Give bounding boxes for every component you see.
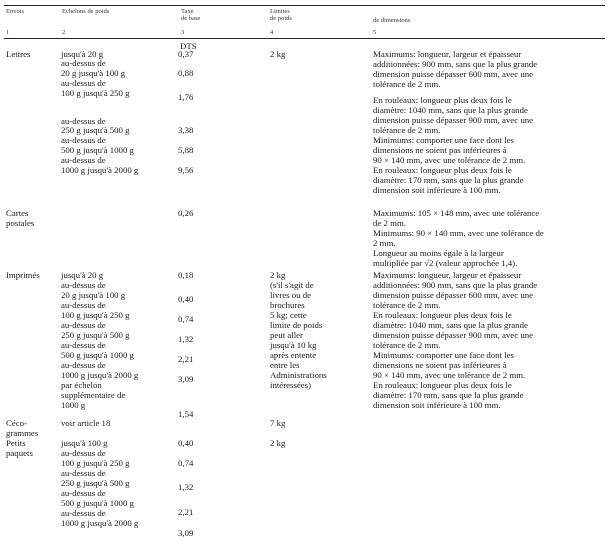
lettres-dimensions bbox=[373, 49, 537, 195]
tier-line: jusqu'à 20 g bbox=[61, 270, 104, 280]
cecogrammes-note: voir article 18 bbox=[61, 418, 111, 428]
dim-line: dimensions ne soient pas inférieures à bbox=[373, 145, 507, 155]
dim-line: dimension puisse dépasser 900 mm, avec une bbox=[373, 115, 534, 125]
dim-line: tolérance de 2 mm. bbox=[373, 300, 441, 310]
category-imprimes: Imprimés bbox=[6, 270, 40, 280]
dim-line: multipliée par √2 (valeur approchée 1,4). bbox=[373, 258, 518, 268]
tier-line: 20 g jusqu'à 100 g bbox=[61, 68, 126, 78]
dim-line: Minimums: 90 × 140 mm, avec une tolérance de bbox=[373, 228, 544, 238]
dim-line: Maximums: 105 × 148 mm, avec une tolérance bbox=[373, 208, 540, 218]
category-cecogrammes-l1: Céco- bbox=[6, 418, 28, 428]
col1-title: Envois bbox=[6, 8, 25, 15]
limit-line: jusqu'à 10 kg bbox=[270, 340, 317, 350]
dim-line: dimension puisse dépasser 600 mm, avec une bbox=[373, 69, 534, 79]
limit-line: limite de poids bbox=[270, 320, 323, 330]
tier-line: au-dessus de bbox=[61, 78, 106, 88]
limit-line: 5 kg; cette bbox=[270, 310, 307, 320]
tax-value: 3,09 bbox=[178, 374, 194, 384]
dim-line: En rouleaux: longueur plus deux fois le bbox=[373, 95, 512, 105]
tax-value: 1,32 bbox=[178, 482, 194, 492]
col3-number: 3 bbox=[181, 29, 185, 36]
dim-line: Minimums: comporter une face dont les bbox=[373, 135, 514, 145]
tier-line: au-dessus de bbox=[61, 280, 106, 290]
category-lettres: Lettres bbox=[6, 49, 31, 59]
tier-line: au-dessus de bbox=[61, 116, 106, 126]
tax-value: 2,21 bbox=[178, 507, 194, 517]
category-petits-paquets-l1: Petits bbox=[6, 438, 26, 448]
dim-line: dimension puisse dépasser 900 mm, avec une bbox=[373, 330, 534, 340]
cartes-dimensions bbox=[373, 208, 544, 268]
dim-line: dimension soit inférieure à 100 mm. bbox=[373, 400, 501, 410]
tier-line: 100 g jusqu'à 250 g bbox=[61, 88, 130, 98]
category-cartes-l1: Cartes bbox=[6, 208, 29, 218]
limit-line: 2 kg bbox=[270, 270, 286, 280]
col2-title: Echelons de poids bbox=[62, 8, 110, 15]
tax-value: 5,88 bbox=[178, 145, 194, 155]
dim-line: diamètre: 1040 mm, sans que la plus grande bbox=[373, 320, 528, 330]
top-rule bbox=[4, 5, 605, 6]
dim-line: additionnées: 900 mm, sans que la plus grande bbox=[373, 59, 538, 69]
col3-title-l2: de base bbox=[181, 15, 201, 22]
tax-value: 0,37 bbox=[178, 49, 194, 59]
dim-line: Maximums: longueur, largeur et épaisseur bbox=[373, 270, 522, 280]
tier-line: 100 g jusqu'à 250 g bbox=[61, 458, 130, 468]
header-rule bbox=[4, 38, 605, 39]
tier-line: au-dessus de bbox=[61, 508, 106, 518]
tier-line: 20 g jusqu'à 100 g bbox=[61, 290, 126, 300]
tax-value: 0,40 bbox=[178, 438, 194, 448]
limit-line: Administrations bbox=[270, 370, 327, 380]
tier-line: au-dessus de bbox=[61, 340, 106, 350]
cartes-tax: 0,26 bbox=[178, 208, 194, 218]
tax-value: 0,18 bbox=[178, 270, 194, 280]
dim-line: En rouleaux: longueur plus deux fois le bbox=[373, 165, 512, 175]
dim-line: 90 × 140 mm, avec une tolérance de 2 mm. bbox=[373, 370, 526, 380]
tier-line: 100 g jusqu'à 250 g bbox=[61, 310, 130, 320]
tax-value: 0,88 bbox=[178, 68, 194, 78]
imprimes-dimensions bbox=[373, 270, 537, 410]
dim-line: 90 × 140 mm, avec une tolérance de 2 mm. bbox=[373, 155, 526, 165]
cecogrammes-limit: 7 kg bbox=[270, 418, 286, 428]
tier-line: au-dessus de bbox=[61, 360, 106, 370]
dim-line: En rouleaux: longueur plus deux fois le bbox=[373, 380, 512, 390]
col2-number: 2 bbox=[62, 29, 66, 36]
dim-line: dimension soit inférieure à 100 mm. bbox=[373, 185, 501, 195]
tier-line: 500 g jusqu'à 1000 g bbox=[61, 350, 134, 360]
category-cartes-l2: postales bbox=[6, 218, 35, 228]
tier-line: au-dessus de bbox=[61, 300, 106, 310]
col5-title: de dimensions bbox=[373, 17, 411, 24]
tax-value: 0,74 bbox=[178, 458, 194, 468]
tier-line: 1000 g jusqu'à 2000 g bbox=[61, 370, 139, 380]
col4-number: 4 bbox=[270, 29, 274, 36]
tier-line: 250 g jusqu'à 500 g bbox=[61, 330, 130, 340]
dim-line: tolérance de 2 mm. bbox=[373, 79, 441, 89]
tier-line: au-dessus de bbox=[61, 468, 106, 478]
tax-value: 1,54 bbox=[178, 409, 194, 419]
tier-line: au-dessus de bbox=[61, 135, 106, 145]
col3-title-l1: Taxe bbox=[181, 8, 194, 15]
currency-label: DTS bbox=[180, 41, 197, 51]
tier-line: 250 g jusqu'à 500 g bbox=[61, 125, 130, 135]
dim-line: tolérance de 2 mm. bbox=[373, 340, 441, 350]
tier-line: jusqu'à 20 g bbox=[61, 49, 104, 59]
tier-line: 1000 g bbox=[61, 400, 86, 410]
col4-title-l2: de poids bbox=[270, 15, 292, 22]
dim-line: Longueur au moins égale à la largeur bbox=[373, 248, 504, 258]
limit-line: brochures bbox=[270, 300, 305, 310]
dim-line: dimensions ne soient pas inférieures à bbox=[373, 360, 507, 370]
dim-line: Maximums: longueur, largeur et épaisseur bbox=[373, 49, 522, 59]
category-petits-paquets-l2: paquets bbox=[6, 448, 33, 458]
lettres-weight-limit: 2 kg bbox=[270, 49, 286, 59]
tax-value: 1,32 bbox=[178, 334, 194, 344]
dim-line: 2 mm. bbox=[373, 238, 396, 248]
limit-line: intéressées) bbox=[270, 380, 312, 390]
dim-line: diamètre: 170 mm, sans que la plus grande bbox=[373, 175, 524, 185]
dim-line: Minimums: comporter une face dont les bbox=[373, 350, 514, 360]
dim-line: additionnées: 900 mm, sans que la plus grande bbox=[373, 280, 538, 290]
dim-line: diamètre: 170 mm, sans que la plus grande bbox=[373, 390, 524, 400]
dim-line: tolérance de 2 mm. bbox=[373, 125, 441, 135]
tax-value: 1,76 bbox=[178, 92, 194, 102]
tier-line: 1000 g jusqu'à 2000 g bbox=[61, 165, 139, 175]
tax-value: 0,74 bbox=[178, 314, 194, 324]
col5-number: 5 bbox=[373, 29, 377, 36]
col4-title-l1: Limites bbox=[270, 8, 290, 15]
dim-line: En rouleaux: longueur plus deux fois le bbox=[373, 310, 512, 320]
dim-line: diamètre: 1040 mm, sans que la plus grande bbox=[373, 105, 528, 115]
petits-paquets-limit: 2 kg bbox=[270, 438, 286, 448]
category-cecogrammes-l2: grammes bbox=[6, 428, 39, 438]
tier-line: 500 g jusqu'à 1000 g bbox=[61, 145, 134, 155]
tax-value: 3,38 bbox=[178, 125, 194, 135]
tier-line: au-dessus de bbox=[61, 488, 106, 498]
tier-line: supplémentaire de bbox=[61, 390, 126, 400]
tier-line: au-dessus de bbox=[61, 320, 106, 330]
limit-line: (s'il s'agit de bbox=[270, 280, 314, 290]
limit-line: livres ou de bbox=[270, 290, 312, 300]
tier-line: au-dessus de bbox=[61, 155, 106, 165]
tax-value: 9,56 bbox=[178, 165, 194, 175]
dim-line: dimension puisse dépasser 600 mm, avec une bbox=[373, 290, 534, 300]
tax-value: 3,09 bbox=[178, 528, 194, 538]
tier-line: 500 g jusqu'à 1000 g bbox=[61, 498, 134, 508]
tier-line: au-dessus de bbox=[61, 58, 106, 68]
tax-value: 2,21 bbox=[178, 354, 194, 364]
limit-line: après entente bbox=[270, 350, 317, 360]
imprimes-weight-limits bbox=[270, 270, 327, 390]
limit-line: peut aller bbox=[270, 330, 303, 340]
tier-line: par échelon bbox=[61, 380, 102, 390]
tier-line: au-dessus de bbox=[61, 448, 106, 458]
tier-line: 1000 g jusqu'à 2000 g bbox=[61, 518, 139, 528]
dim-line: de 2 mm. bbox=[373, 218, 406, 228]
tier-line: 250 g jusqu'à 500 g bbox=[61, 478, 130, 488]
col1-number: 1 bbox=[6, 29, 10, 36]
tier-line: jusqu'à 100 g bbox=[61, 438, 108, 448]
limit-line: entre les bbox=[270, 360, 300, 370]
tax-value: 0,40 bbox=[178, 294, 194, 304]
